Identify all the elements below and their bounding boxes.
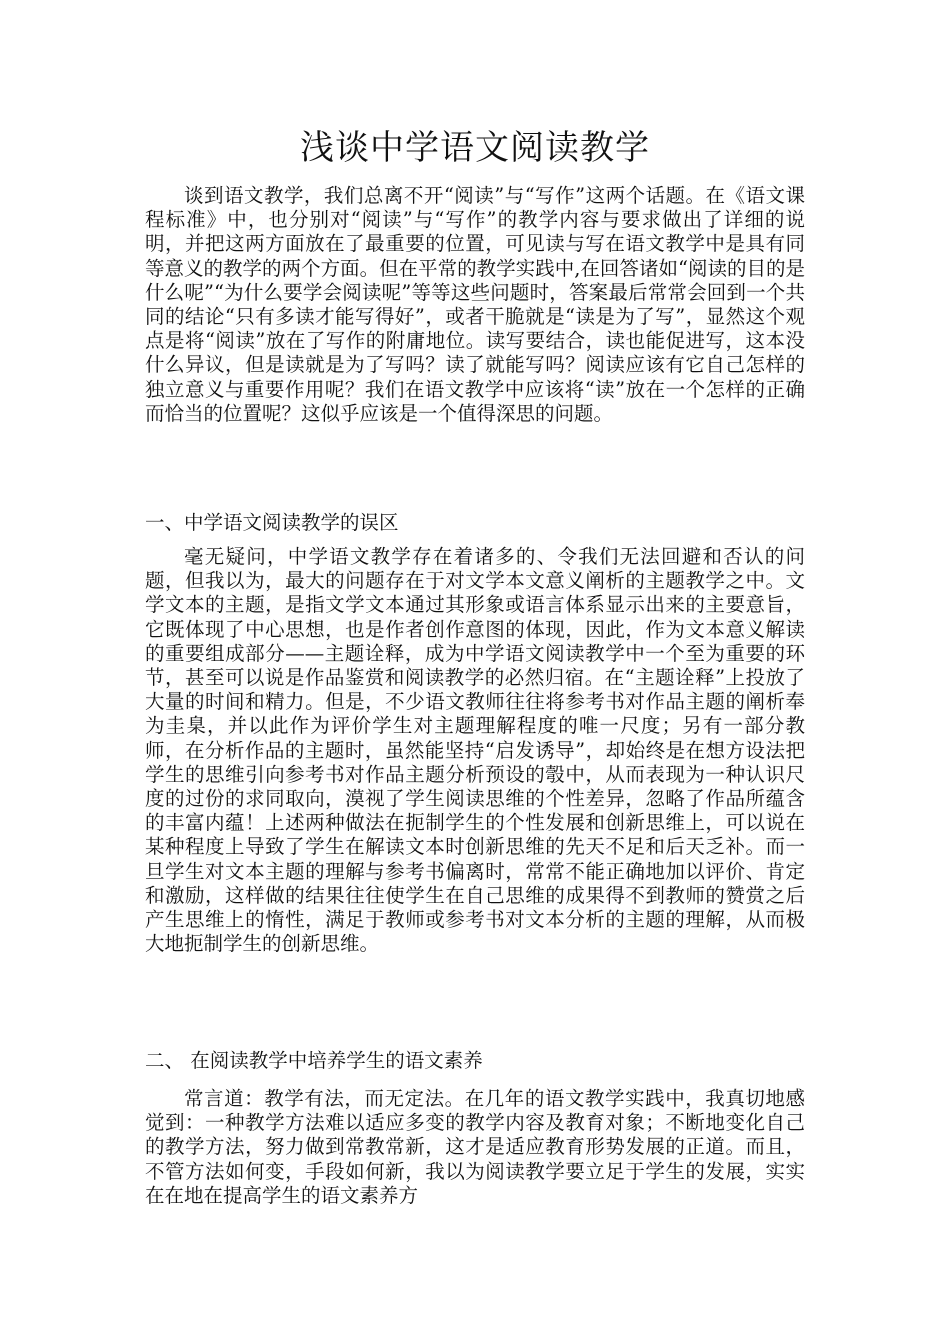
section-1-paragraph: 毫无疑问，中学语文教学存在着诸多的、令我们无法回避和否认的问题，但我以为，最大的问题存在于对文学本文意义阐析的主题教学之中。文学文本的主题，是指文学文本通过其形象或语言体系显示出来的主要意旨，它既体现了中心思想，也是作者创作意图的体现，因此，作为文本意义解读的重要组成部分——主题诠释，成为中学语文阅读教学中一个至为重要的环节，甚至可以说是作品鉴赏和阅读教学的必然归宿。在“主题诠释”上投放了大量的时间和精力。但是，不少语文教师往往将参考书对作品主题的阐析奉为圭臬，并以此作为评价学生对主题理解程度的唯一尺度；另有一部分教师，在分析作品的主题时，虽然能坚持“启发诱导”，却始终是在想方设法把学生的思维引向参考书对作品主题分析预设的彀中，从而表现为一种认识尺度的过份的求同取向，漠视了学生阅读思维的个性差异，忽略了作品所蕴含的丰富内蕴！上述两种做法在扼制学生的个性发展和创新思维上，可以说在某种程度上导致了学生在解读文本时创新思维的先天不足和后天乏补。而一旦学生对文本主题的理解与参考书偏离时，常常不能正确地加以评价、肯定和激励，这样做的结果往往使学生在自己思维的成果得不到教师的赞赏之后产生思维上的惰性，满足于教师或参考书对文本分析的主题的理解，从而极大地扼制学生的创新思维。	[145, 545, 805, 956]
intro-paragraph: 谈到语文教学，我们总离不开“阅读”与“写作”这两个话题。在《语文课程标准》中，也分别对“阅读”与“写作”的教学内容与要求做出了详细的说明，并把这两方面放在了最重要的位置，可见读与写在语文教学中是具有同等意义的教学的两个方面。但在平常的教学实践中,在回答诸如“阅读的目的是什么呢”“为什么要学会阅读呢”等等这些问题时，答案最后常常会回到一个共同的结论“只有多读才能写得好”，或者干脆就是“读是为了写”，显然这个观点是将“阅读”放在了写作的附庸地位。读写要结合，读也能促进写，这本没什么异议，但是读就是为了写吗？读了就能写吗？阅读应该有它自己怎样的独立意义与重要作用呢？我们在语文教学中应该将“读”放在一个怎样的正确而恰当的位置呢？这似乎应该是一个值得深思的问题。	[145, 184, 805, 425]
section-2-heading: 二、 在阅读教学中培养学生的语文素养	[145, 1049, 483, 1072]
section-2-paragraph: 常言道：教学有法，而无定法。在几年的语文教学实践中，我真切地感觉到：一种教学方法难以适应多变的教学内容及教育对象；不断地变化自己的教学方法，努力做到常教常新，这才是适应教育形势发展的正道。而且，不管方法如何变，手段如何新，我以为阅读教学要立足于学生的发展，实实在在地在提高学生的语文素养方	[145, 1087, 805, 1207]
document-title: 浅谈中学语文阅读教学	[300, 128, 650, 168]
section-1-heading: 一、中学语文阅读教学的误区	[145, 511, 399, 534]
